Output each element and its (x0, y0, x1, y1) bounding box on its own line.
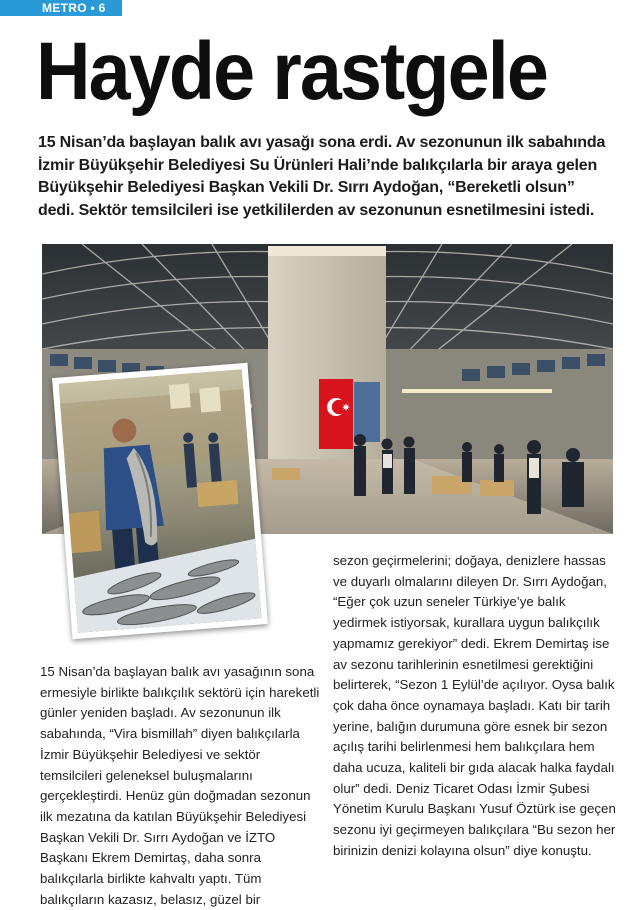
fisherman-with-fish-photo (52, 363, 268, 640)
body-column-right: sezon geçirmelerini; doğaya, denizlere hassas ve duyarlı olmalarını dileyen Dr. Sırrı Aydoğan, “Eğer çok uzun seneler Türkiye’ye balık yedirmek istiyorsak, kurallara uygun balıkçılık yapmamız gerekiyor” dedi. Ekrem Demirtaş ise av sezonu tarihlerinin esnetilmesi gerektiğini belirterek, “Sezon 1 Eylül’de açılıyor. Oysa balık çok daha önce oynamaya başladı. Katı bir tarih yerine, balığın durumuna göre esnek bir sezon açılış tarihi belirlenmesi hem balıkçılara hem daha ucuza, kaliteli bir gıda alacak halka faydalı olur” dedi. Deniz Ticaret Odası İzmir Şubesi Yönetim Kurulu Başkanı Yusuf Öztürk ise geçen sezonu iyi geçirmeyen balıkçılara “Bu sezon her birinizin denizi kolayına olsun” diye konuştu. (333, 553, 616, 858)
headline: Hayde rastgele (36, 26, 547, 117)
body-column-left: 15 Nisan’da başlayan balık avı yasağının sona ermesiyle birlikte balıkçılık sektörü için hareketli günler yeniden başladı. Av sezonunun ilk sabahında, “Vira bismillah” diyen balıkçılarla İzmir Büyükşehir Belediyesi ve sektör temsilcileri geleneksel buluşmalarını gerçekleştirdi. Henüz gün doğmadan sezonun ilk mezatına da katılan Büyükşehir Belediyesi Başkan Vekili Dr. Sırrı Aydoğan ve İZTO Başkanı Ekrem Demirtaş, daha sonra balıkçılarla birlikte kahvaltı yaptı. Tüm balıkçıların kazasız, belasız, güzel bir (40, 664, 320, 907)
lead-paragraph: 15 Nisan’da başlayan balık avı yasağı sona erdi. Av sezonunun ilk sabahında İzmir Büyükşehir Belediyesi Su Ürünleri Hali’nde balıkçılarla bir araya gelen Büyükşehir Belediyesi Başkan Vekili Dr. Sırrı Aydoğan, “Bereketli olsun” dedi. Sektör temsilcileri ise yetkililerden av sezonunun esnetilmesini istedi. (38, 134, 606, 219)
section-badge: METRO • 6 (0, 0, 122, 16)
